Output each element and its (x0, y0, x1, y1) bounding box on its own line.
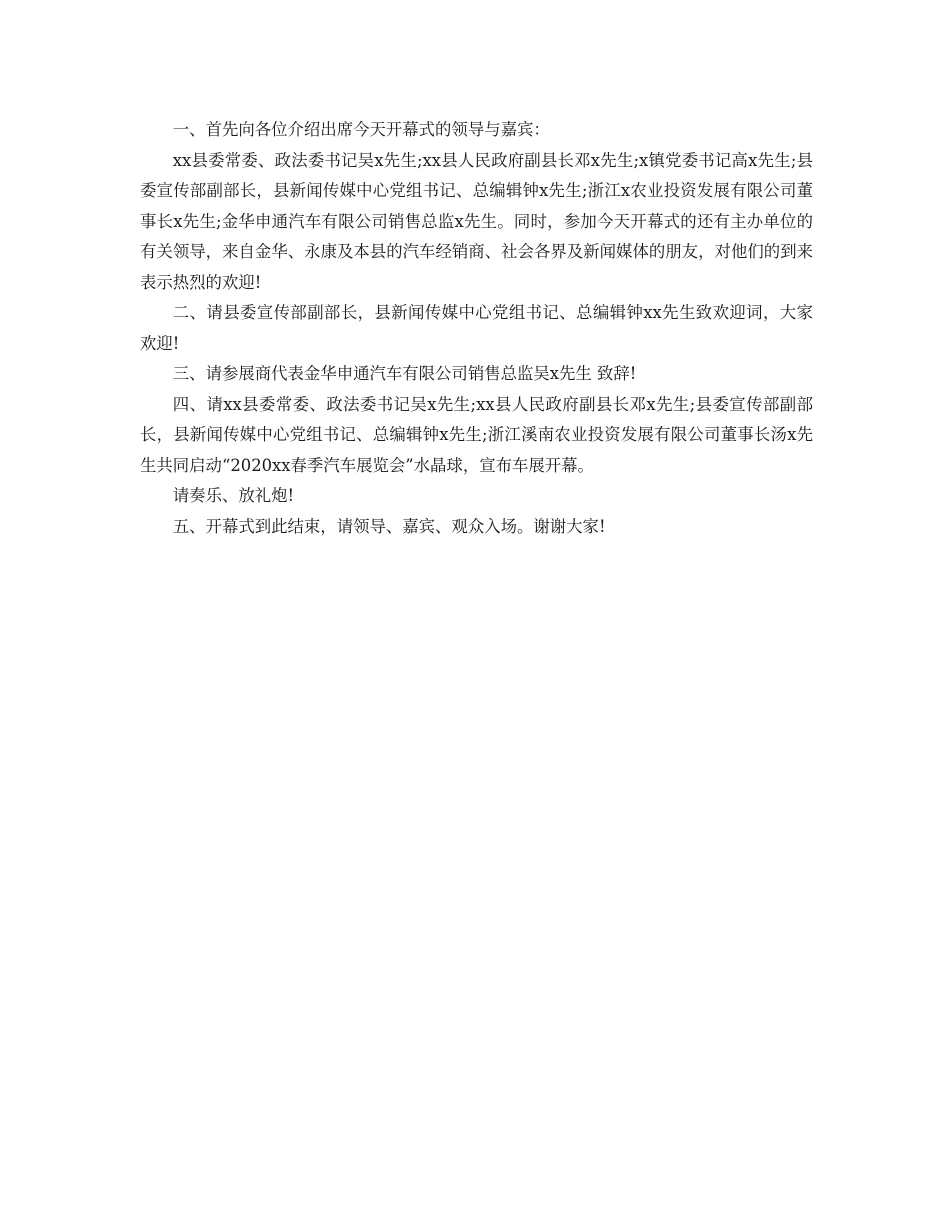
paragraph-opening-ceremony: 四、请xx县委常委、政法委书记吴x先生;xx县人民政府副县长邓x先生;县委宣传部副部长，县新闻传媒中心党组书记、总编辑钟x先生;浙江溪南农业投资发展有限公司董事长汤x先生共同启动“2020xx春季汽车展览会”水晶球，宣布车展开幕。 (140, 394, 813, 475)
paragraph-introduction: 一、首先向各位介绍出席今天开幕式的领导与嘉宾： (172, 120, 550, 139)
paragraph-exhibitor-speech: 三、请参展商代表金华申通汽车有限公司销售总监吴x先生 致辞! (172, 364, 637, 383)
paragraph-guest-list: xx县委常委、政法委书记吴x先生;xx县人民政府副县长邓x先生;x镇党委书记高x先生;县委宣传部副部长，县新闻传媒中心党组书记、总编辑钟x先生;浙江x农业投资发展有限公司董事长x先生;金华申通汽车有限公司销售总监x先生。同时，参加今天开幕式的还有主办单位的有关领导，来自金华、永康及本县的汽车经销商、社会各界及新闻媒体的朋友，对他们的到来表示热烈的欢迎! (140, 150, 813, 292)
document-body (140, 115, 813, 542)
paragraph-closing: 五、开幕式到此结束，请领导、嘉宾、观众入场。谢谢大家! (172, 516, 606, 536)
paragraph-music-fireworks: 请奏乐、放礼炮! (172, 486, 295, 505)
paragraph-welcome-speech: 二、请县委宣传部副部长，县新闻传媒中心党组书记、总编辑钟xx先生致欢迎词，大家欢迎! (140, 303, 813, 353)
